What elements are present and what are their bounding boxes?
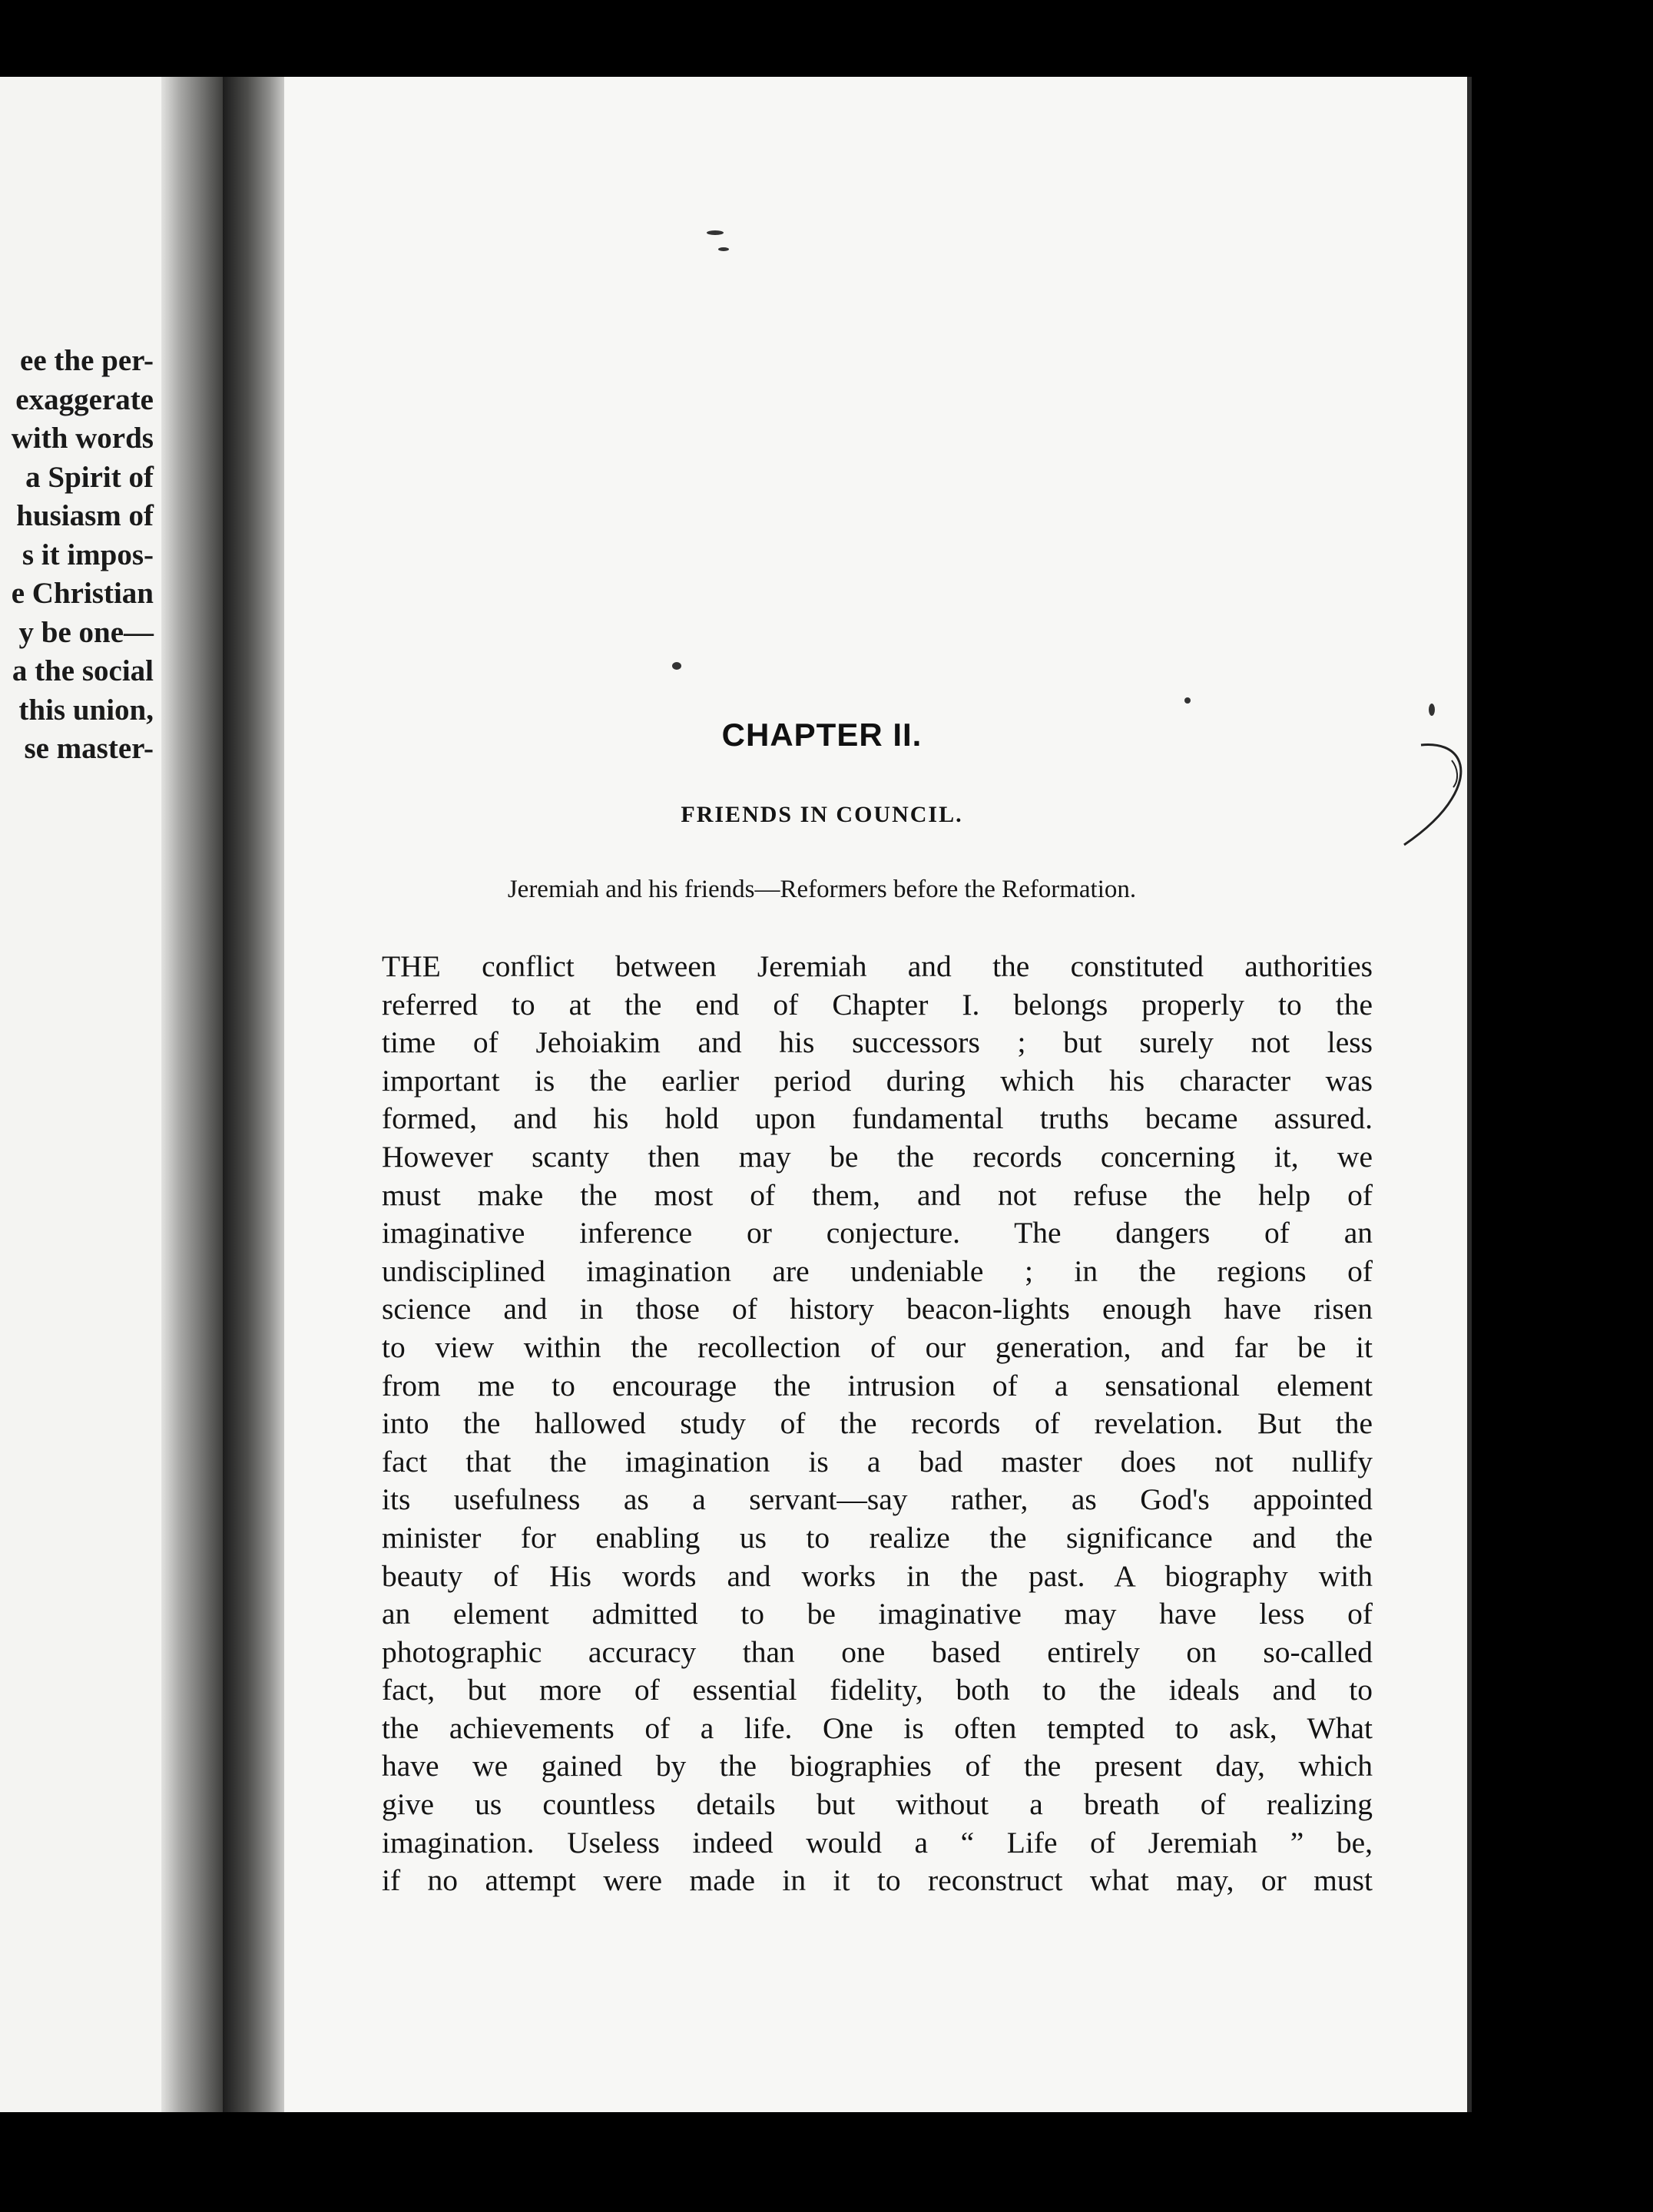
previous-page-line: a the social bbox=[12, 654, 154, 687]
text-line: must make the most of them, and not refuse the help of bbox=[382, 1177, 1373, 1212]
previous-page-line: husiasm of bbox=[16, 499, 154, 532]
text-line: referred to at the end of Chapter I. belongs properly to the bbox=[382, 987, 1373, 1022]
previous-page-line: ee the per- bbox=[20, 344, 154, 377]
previous-page bbox=[0, 77, 223, 2112]
scan-speck bbox=[1429, 704, 1435, 716]
page-edge-shadow bbox=[1467, 77, 1472, 2112]
text-line: THE conflict between Jeremiah and the constituted authorities bbox=[382, 949, 1373, 983]
pencil-margin-mark bbox=[1398, 737, 1490, 853]
text-line: have we gained by the biographies of the present day, which bbox=[382, 1749, 1373, 1783]
text-line: an element admitted to be imaginative may have less of bbox=[382, 1597, 1373, 1631]
text-line: fact that the imagination is a bad master does not nullify bbox=[382, 1444, 1373, 1479]
text-line: the achievements of a life. One is often tempted to ask, What bbox=[382, 1710, 1373, 1745]
text-line: time of Jehoiakim and his successors ; but surely not less bbox=[382, 1025, 1373, 1060]
text-line: However scanty then may be the records concerning it, we bbox=[382, 1139, 1373, 1174]
book-binding bbox=[223, 77, 284, 2112]
text-line: imagination. Useless indeed would a “ Life of Jeremiah ” be, bbox=[382, 1825, 1373, 1859]
page-gutter-shadow bbox=[161, 77, 223, 2112]
previous-page-line: exaggerate bbox=[15, 382, 154, 416]
chapter-summary: Jeremiah and his friends—Reformers before the Reformation. bbox=[507, 876, 1137, 903]
previous-page-line: y be one— bbox=[18, 615, 154, 649]
scan-speck bbox=[672, 662, 681, 670]
text-line: important is the earlier period during which his character was bbox=[382, 1063, 1373, 1098]
text-line: minister for enabling us to realize the significance and the bbox=[382, 1520, 1373, 1555]
text-line: undisciplined imagination are undeniable ; in the regions of bbox=[382, 1253, 1373, 1288]
text-line: to view within the recollection of our generation, and far be it bbox=[382, 1330, 1373, 1364]
chapter-subtitle: FRIENDS IN COUNCIL. bbox=[681, 802, 963, 827]
previous-page-line: e Christian bbox=[11, 577, 154, 610]
text-line: beauty of His words and works in the past. A biography with bbox=[382, 1558, 1373, 1593]
previous-page-line: a Spirit of bbox=[25, 460, 154, 494]
scan-speck bbox=[718, 247, 729, 251]
previous-page-line: s it impos- bbox=[22, 538, 154, 571]
previous-page-text bbox=[12, 342, 154, 769]
chapter-title: CHAPTER II. bbox=[721, 717, 923, 753]
scan-speck bbox=[707, 230, 724, 235]
text-line: fact, but more of essential fidelity, both to the ideals and to bbox=[382, 1673, 1373, 1707]
chapter-body bbox=[382, 948, 1373, 1900]
scan-speck bbox=[1184, 697, 1191, 704]
text-line: its usefulness as a servant—say rather, as God's appointed bbox=[382, 1482, 1373, 1517]
text-line: formed, and his hold upon fundamental truths became assured. bbox=[382, 1101, 1373, 1136]
text-line: give us countless details but without a breath of realizing bbox=[382, 1787, 1373, 1822]
previous-page-line: with words bbox=[11, 422, 154, 455]
text-line: if no attempt were made in it to reconstruct what may, or must bbox=[382, 1863, 1373, 1898]
text-line: into the hallowed study of the records of revelation. But the bbox=[382, 1406, 1373, 1441]
text-line: from me to encourage the intrusion of a sensational element bbox=[382, 1368, 1373, 1402]
text-line: science and in those of history beacon-lights enough have risen bbox=[382, 1292, 1373, 1326]
text-line: photographic accuracy than one based entirely on so-called bbox=[382, 1634, 1373, 1669]
previous-page-line: this union, bbox=[18, 693, 154, 727]
previous-page-line: se master- bbox=[24, 732, 154, 765]
book-page bbox=[284, 77, 1467, 2112]
text-line: imaginative inference or conjecture. The dangers of an bbox=[382, 1216, 1373, 1250]
